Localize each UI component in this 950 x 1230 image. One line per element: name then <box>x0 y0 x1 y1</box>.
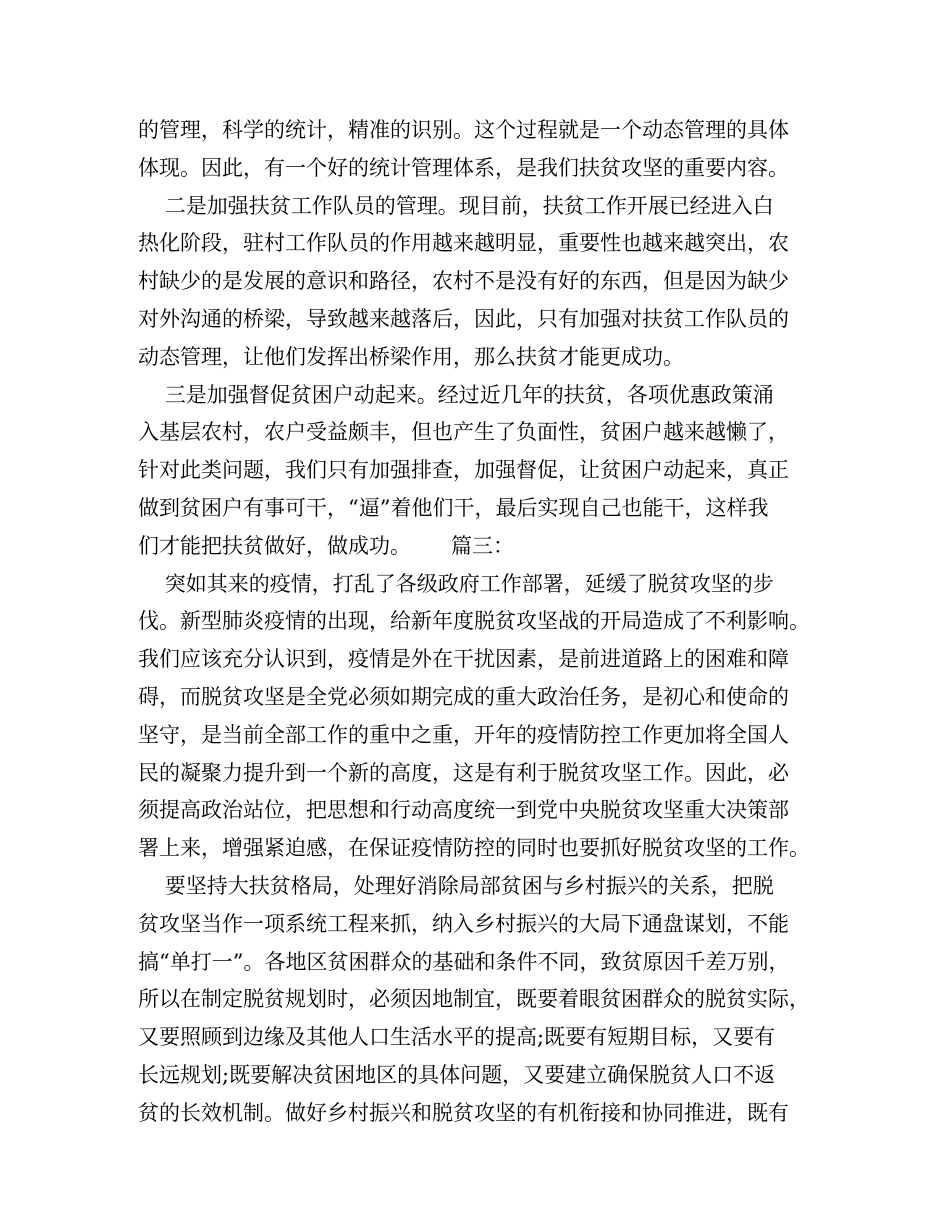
text-line-content: 搞“单打一”。各地区贫困群众的基础和条件不同，致贫原因千差万别， <box>138 949 790 974</box>
text-line <box>138 150 828 188</box>
text-line <box>138 792 828 830</box>
text-line <box>138 868 828 906</box>
text-line-content: 我们应该充分认识到，疫情是外在干扰因素，是前进道路上的困难和障 <box>138 647 789 672</box>
text-line-content: 三是加强督促贫困户动起来。经过近几年的扶贫，各项优惠政策涌 <box>138 382 774 407</box>
text-line-content: 村缺少的是发展的意识和路径，农村不是没有好的东西，但是因为缺少 <box>138 269 789 294</box>
text-line-content: 又要照顾到边缘及其他人口生活水平的提高;既要有短期目标，又要有 <box>138 1025 776 1050</box>
text-line <box>138 339 828 377</box>
text-line-content: 入基层农村，农户受益颇丰，但也产生了负面性，贫困户越来越懒了， <box>138 420 789 445</box>
text-line <box>138 188 828 226</box>
text-line-content: 须提高政治站位，把思想和行动高度统一到党中央脱贫攻坚重大决策部 <box>138 798 789 823</box>
text-line <box>138 377 828 415</box>
text-line <box>138 225 828 263</box>
text-line-content: 二是加强扶贫工作队员的管理。现目前，扶贫工作开展已经进入白 <box>138 193 774 218</box>
text-line-content: 热化阶段，驻村工作队员的作用越来越明显，重要性也越来越突出，农 <box>138 231 789 256</box>
text-line <box>138 755 828 793</box>
text-line-content: 要坚持大扶贫格局，处理好消除局部贫困与乡村振兴的关系，把脱 <box>138 873 774 898</box>
text-line-content: 长远规划;既要解决贫困地区的具体问题，又要建立确保脱贫人口不返 <box>138 1062 776 1087</box>
text-line <box>138 1019 828 1057</box>
text-line <box>138 717 828 755</box>
text-line <box>138 452 828 490</box>
text-line-content: 署上来，增强紧迫感，在保证疫情防控的同时也要抓好脱贫攻坚的工作。 <box>138 836 810 861</box>
text-line <box>138 906 828 944</box>
document-body <box>138 112 828 1133</box>
text-line-content: 突如其来的疫情，打乱了各级政府工作部署，延缓了脱贫攻坚的步 <box>138 571 774 596</box>
text-line <box>138 414 828 452</box>
text-line <box>138 301 828 339</box>
text-line-content: 民的凝聚力提升到一个新的高度，这是有利于脱贫攻坚工作。因此，必 <box>138 760 789 785</box>
text-line <box>138 263 828 301</box>
text-line-content: 贫攻坚当作一项系统工程来抓，纳入乡村振兴的大局下通盘谋划，不能 <box>138 911 789 936</box>
text-line-content: 体现。因此，有一个好的统计管理体系，是我们扶贫攻坚的重要内容。 <box>138 155 789 180</box>
text-line <box>138 981 828 1019</box>
text-line-content: 对外沟通的桥梁，导致越来越落后，因此，只有加强对扶贫工作队员的 <box>138 306 789 331</box>
text-line <box>138 641 828 679</box>
text-line <box>138 528 828 566</box>
text-line <box>138 566 828 604</box>
text-line <box>138 112 828 150</box>
text-line-content: 做到贫困户有事可干，“逼”着他们干，最后实现自己也能干，这样我 <box>138 495 769 520</box>
text-line <box>138 1095 828 1133</box>
text-line-content: 针对此类问题，我们只有加强排查，加强督促，让贫困户动起来，真正 <box>138 458 789 483</box>
text-line <box>138 490 828 528</box>
text-line-content: 所以在制定脱贫规划时，必须因地制宜，既要着眼贫困群众的脱贫实际， <box>138 987 810 1012</box>
text-line <box>138 944 828 982</box>
text-line <box>138 830 828 868</box>
text-line-content: 碍，而脱贫攻坚是全党必须如期完成的重大政治任务，是初心和使命的 <box>138 684 789 709</box>
text-line-content: 贫的长效机制。做好乡村振兴和脱贫攻坚的有机衔接和协同推进，既有 <box>138 1100 789 1125</box>
text-line <box>138 603 828 641</box>
text-line-content: 的管理，科学的统计，精准的识别。这个过程就是一个动态管理的具体 <box>138 118 789 142</box>
text-line-content: 们才能把扶贫做好，做成功。 篇三： <box>138 533 515 558</box>
text-line-content: 伐。新型肺炎疫情的出现，给新年度脱贫攻坚战的开局造成了不利影响。 <box>138 609 810 634</box>
text-line <box>138 679 828 717</box>
text-line-content: 坚守，是当前全部工作的重中之重，开年的疫情防控工作更加将全国人 <box>138 722 789 747</box>
text-line <box>138 1057 828 1095</box>
text-line-content: 动态管理，让他们发挥出桥梁作用，那么扶贫才能更成功。 <box>138 344 684 369</box>
